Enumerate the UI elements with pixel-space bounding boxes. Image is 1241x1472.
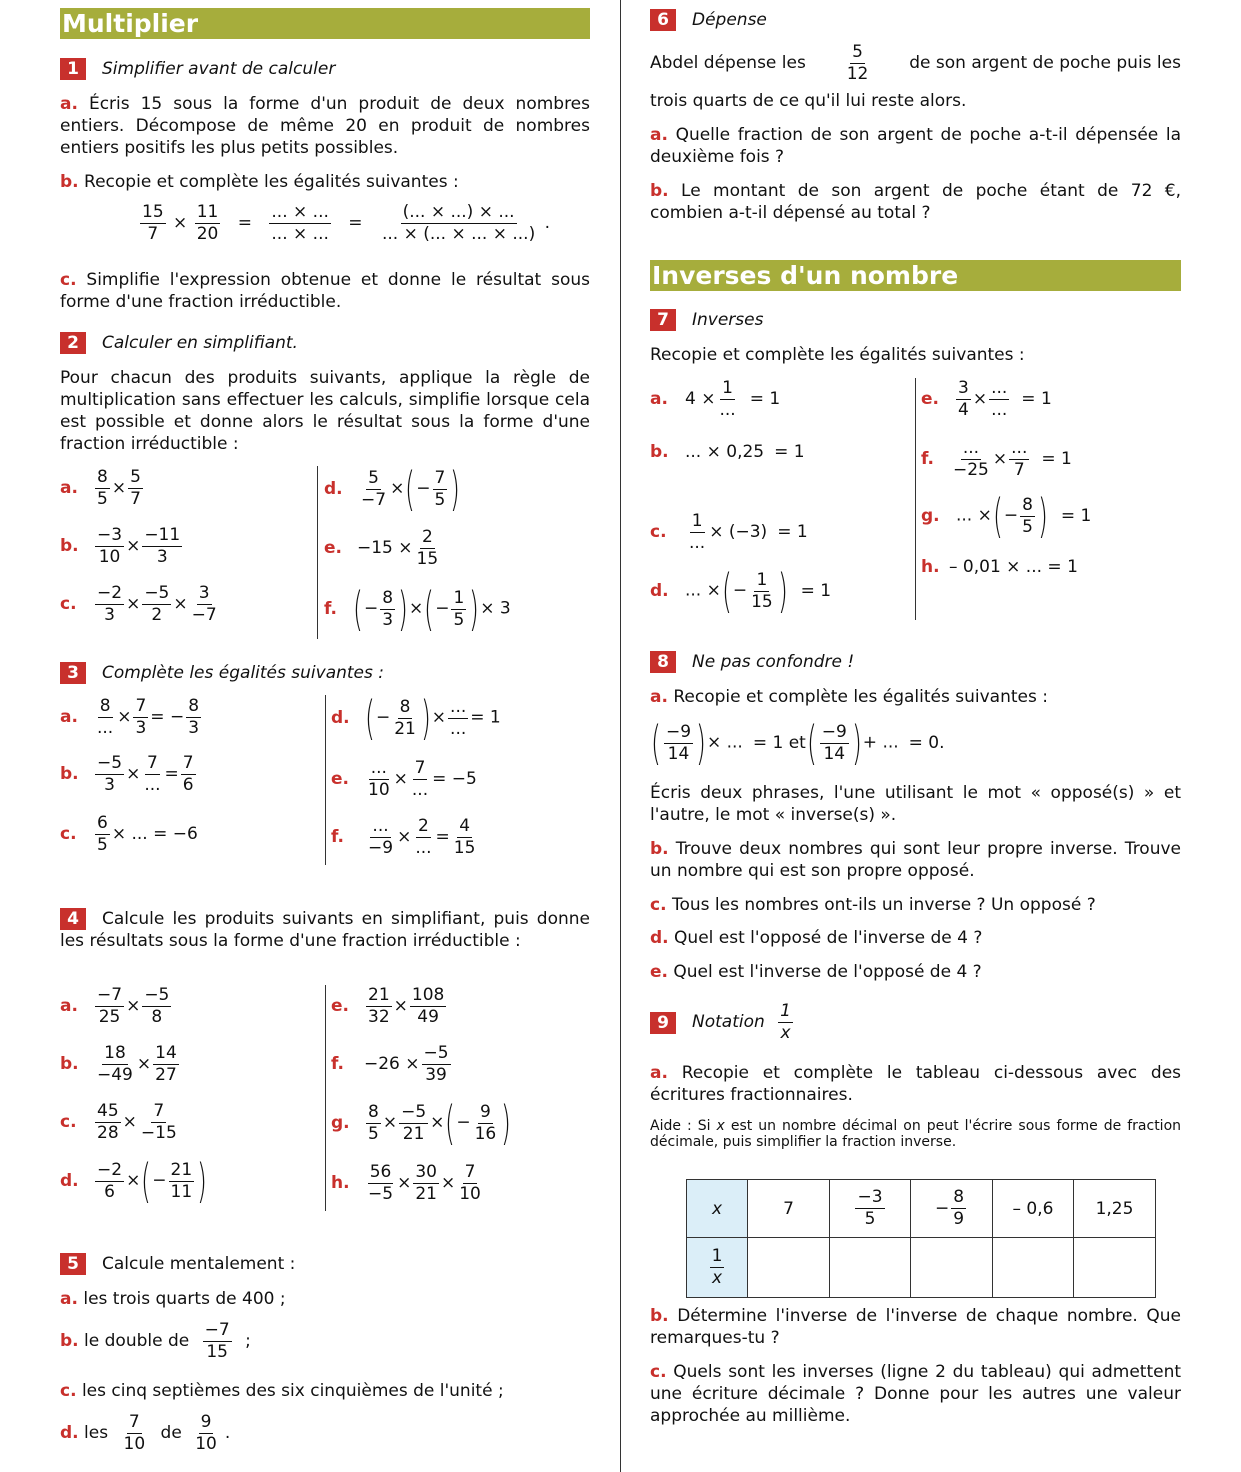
table-cell-empty[interactable] xyxy=(911,1238,993,1298)
ex7-item-g: g. ... ×(− $\frac{8}{5}$ ) = 1 xyxy=(921,489,1092,543)
ex5-part-c: c. les cinq septièmes des six cinquièmes de l'unité ; xyxy=(60,1381,504,1401)
exercise-number: 3 xyxy=(60,662,86,684)
ex3-item-e: e. $\frac{...}{10}$ × $\frac{7}{...}$ = −5 xyxy=(331,758,477,800)
part-text: Recopie et complète les égalités suivantes : xyxy=(84,172,459,192)
ex4-item-g: g. $\frac{8}{5}$ × $\frac{-5}{21}$ ×(− $\frac{9}{16}$ ) xyxy=(331,1096,512,1150)
exercise-title: Inverses xyxy=(692,310,764,330)
exercise-1-header xyxy=(60,58,335,80)
ex7-item-c: c. $\frac{1}{...}$ × (−3) = 1 xyxy=(650,511,808,553)
exercise-title: Calcule mentalement : xyxy=(102,1254,296,1274)
fraction: $\frac{(... \times ...) \times ...}{... \times (... \times ... \times ...)}$ xyxy=(381,202,536,244)
exercise-number: 7 xyxy=(650,309,676,331)
part-label: b. xyxy=(60,172,79,192)
ex2-item-e: e. −15 × $\frac{2}{15}$ xyxy=(324,527,439,569)
ex1-equation: $\frac{15}{7}$ × $\frac{11}{20}$ = $\frac{... \times ...}{... \times ...}$ = $\frac{(... \times ...) \times ...}{... \times (... \times ... \times ...)}$ . xyxy=(142,202,551,244)
exercise-number: 8 xyxy=(650,651,676,673)
table-cell-empty[interactable] xyxy=(830,1238,911,1298)
exercise-title: Calculer en simplifiant. xyxy=(102,333,298,353)
exercise-number: 6 xyxy=(650,9,676,31)
exercise-5-header xyxy=(60,1253,295,1275)
fraction: $\frac{15}{7}$ xyxy=(142,202,164,244)
ex3-divider xyxy=(325,695,326,865)
ex4-item-c: c. $\frac{45}{28}$ × $\frac{7}{-15}$ xyxy=(60,1101,177,1143)
ex2-item-b: b. $\frac{-3}{10}$ × $\frac{-11}{3}$ xyxy=(60,525,181,567)
ex2-item-a: a. $\frac{8}{5}$ × $\frac{5}{7}$ xyxy=(60,467,141,509)
ex3-item-c: c. $\frac{6}{5}$ × ... = −6 xyxy=(60,813,198,855)
ex2-item-d: d. $\frac{5}{-7}$ ×(− $\frac{7}{5}$ ) xyxy=(324,462,461,516)
ex6-text-line1: Abdel dépense les $\frac{5}{12}$ de son argent de poche puis les xyxy=(650,42,1181,84)
table-cell: 7 xyxy=(748,1180,830,1238)
exercise-title: Dépense xyxy=(692,10,767,30)
ex8-part-e: e. Quel est l'inverse de l'opposé de 4 ? xyxy=(650,962,982,982)
ex1-part-c xyxy=(60,269,590,313)
ex7-item-b: b. ... × 0,25 = 1 xyxy=(650,442,805,462)
section-title-inverses: Inverses d'un nombre xyxy=(650,260,1181,291)
table-header-x: x xyxy=(687,1180,748,1238)
exercise-text: Calcule les produits suivants en simplifiant, puis donne les résultats sous la forme d'une fraction irréductible : xyxy=(60,909,590,951)
ex8-part-a: a. Recopie et complète les égalités suivantes : xyxy=(650,687,1048,707)
ex7-item-e: e. $\frac{3}{4}$ × $\frac{...}{...}$ = 1 xyxy=(921,378,1052,420)
ex3-item-d: d. (− $\frac{8}{21}$ )× $\frac{...}{...}$ = 1 xyxy=(331,691,501,745)
ex6-part-a: a. Quelle fraction de son argent de poche a-t-il dépensée la deuxième fois ? xyxy=(650,125,1182,167)
exercise-title: Complète les égalités suivantes : xyxy=(102,663,384,683)
exercise-number: 4 xyxy=(60,908,86,930)
ex2-divider xyxy=(317,466,318,639)
exercise-8-header xyxy=(650,651,854,673)
exercise-7-header xyxy=(650,309,763,331)
exercise-title: Ne pas confondre ! xyxy=(692,652,855,672)
ex1-part-a xyxy=(60,93,590,159)
ex2-item-c: c. $\frac{-2}{3}$ × $\frac{-5}{2}$ × $\frac{3}{-7}$ xyxy=(60,583,217,625)
ex8-part-d: d. Quel est l'opposé de l'inverse de 4 ? xyxy=(650,928,983,948)
table-cell-empty[interactable] xyxy=(1074,1238,1156,1298)
ex4-item-d: d. $\frac{-2}{6}$ ×(− $\frac{21}{11}$ ) xyxy=(60,1154,208,1208)
ex1-part-b xyxy=(60,171,590,193)
table-cell: – 0,6 xyxy=(993,1180,1074,1238)
exercise-number: 9 xyxy=(650,1012,676,1034)
exercise-2-header xyxy=(60,332,298,354)
table-cell: − $\frac{8}{9}$ xyxy=(911,1180,993,1238)
exercise-title: Notation xyxy=(692,1012,765,1032)
section-title-multiplier: Multiplier xyxy=(60,8,590,39)
table-header-inverse: $\frac{1}{x}$ xyxy=(687,1238,748,1298)
ex7-item-d: d. ... ×(− $\frac{1}{15}$ ) = 1 xyxy=(650,564,832,618)
ex8-equation: ( $\frac{-9}{14}$ )× ... = 1 et( $\frac{-9}{14}$ )+ ... = 0. xyxy=(651,716,945,770)
ex3-item-f: f. $\frac{...}{-9}$ × $\frac{2}{...}$ = $\frac{4}{15}$ xyxy=(331,816,476,858)
ex7-item-a: a. 4 × $\frac{1}{...}$ = 1 xyxy=(650,378,781,420)
ex4-item-h: h. $\frac{56}{-5}$ × $\frac{30}{21}$ × $\frac{7}{10}$ xyxy=(331,1162,481,1204)
exercise-number: 5 xyxy=(60,1253,86,1275)
ex7-item-h: h. – 0,01 × ... = 1 xyxy=(921,557,1078,577)
ex2-item-f: f. (− $\frac{8}{3}$ )×(− $\frac{1}{5}$ )× 3 xyxy=(324,582,511,636)
part-text: Écris 15 sous la forme d'un produit de deux nombres entiers. Décompose de même 20 en produit de nombres entiers positifs les plus petits possibles. xyxy=(60,94,590,158)
ex5-part-d: d. les $\frac{7}{10}$ de $\frac{9}{10}$ . xyxy=(60,1412,231,1454)
ex9-part-c: c. Quels sont les inverses (ligne 2 du tableau) qui admettent une écriture décimale ? Donne pour les autres une valeur approchée au millième. xyxy=(650,1362,1182,1426)
table-cell-empty[interactable] xyxy=(993,1238,1074,1298)
ex3-item-a: a. $\frac{8}{...}$ × $\frac{7}{3}$ = − $\frac{8}{3}$ xyxy=(60,696,200,738)
inverse-table xyxy=(686,1179,1156,1298)
ex8-text: Écris deux phrases, l'une utilisant le mot « opposé(s) » et l'autre, le mot « inverse(s) ». xyxy=(650,783,1181,825)
ex7-divider xyxy=(915,378,916,620)
ex9-part-a: a. Recopie et complète le tableau ci-dessous avec des écritures fractionnaires. xyxy=(650,1063,1182,1105)
ex5-part-a: a. les trois quarts de 400 ; xyxy=(60,1289,286,1309)
fraction: $\frac{11}{20}$ xyxy=(196,202,219,244)
exercise-title: Simplifier avant de calculer xyxy=(102,59,336,79)
part-label: a. xyxy=(60,94,78,114)
exercise-4-header xyxy=(60,908,590,952)
part-label: c. xyxy=(60,270,77,290)
ex8-part-c: c. Tous les nombres ont-ils un inverse ? Un opposé ? xyxy=(650,895,1096,915)
part-text: Simplifie l'expression obtenue et donne le résultat sous forme d'une fraction irréductible. xyxy=(60,270,590,312)
ex9-aide: Aide : Si x est un nombre décimal on peut l'écrire sous forme de fraction décimale, puis simplifier la fraction inverse. xyxy=(650,1118,1182,1150)
table-cell: 1,25 xyxy=(1074,1180,1156,1238)
ex4-divider xyxy=(325,985,326,1211)
ex4-item-e: e. $\frac{21}{32}$ × $\frac{108}{49}$ xyxy=(331,985,445,1027)
table-cell-empty[interactable] xyxy=(748,1238,830,1298)
ex3-item-b: b. $\frac{-5}{3}$ × $\frac{7}{...}$ = $\frac{7}{6}$ xyxy=(60,753,194,795)
ex6-text-line2: trois quarts de ce qu'il lui reste alors. xyxy=(650,91,967,111)
ex6-part-b: b. Le montant de son argent de poche étant de 72 €, combien a-t-il dépensé au total ? xyxy=(650,181,1181,223)
exercise-6-header xyxy=(650,9,767,31)
ex4-item-b: b. $\frac{18}{-49}$ × $\frac{14}{27}$ xyxy=(60,1043,177,1085)
exercise-9-header: 9 Notation $\frac{1}{x}$ xyxy=(650,1003,795,1042)
ex9-part-b: b. Détermine l'inverse de l'inverse de chaque nombre. Que remarques-tu ? xyxy=(650,1306,1181,1348)
ex8-part-b: b. Trouve deux nombres qui sont leur propre inverse. Trouve un nombre qui est son propre opposé. xyxy=(650,839,1181,881)
fraction: $\frac{... \times ...}{... \times ...}$ xyxy=(271,202,329,244)
ex2-text: Pour chacun des produits suivants, applique la règle de multiplication sans effectuer les calculs, simplifie lorsque cela est possible et donne alors le résultat sous la forme d'une fraction irréductible : xyxy=(60,368,590,454)
table-cell: $\frac{-3}{5}$ xyxy=(830,1180,911,1238)
exercise-number: 2 xyxy=(60,332,86,354)
ex4-item-f: f. −26 × $\frac{-5}{39}$ xyxy=(331,1043,449,1085)
ex7-text: Recopie et complète les égalités suivantes : xyxy=(650,345,1025,365)
ex4-item-a: a. $\frac{-7}{25}$ × $\frac{-5}{8}$ xyxy=(60,985,170,1027)
ex7-item-f: f. $\frac{...}{-25}$ × $\frac{...}{7}$ = 1 xyxy=(921,438,1072,480)
exercise-number: 1 xyxy=(60,58,86,80)
ex5-part-b: b. le double de $\frac{-7}{15}$ ; xyxy=(60,1320,251,1362)
column-divider xyxy=(620,0,621,1472)
exercise-3-header xyxy=(60,662,384,684)
